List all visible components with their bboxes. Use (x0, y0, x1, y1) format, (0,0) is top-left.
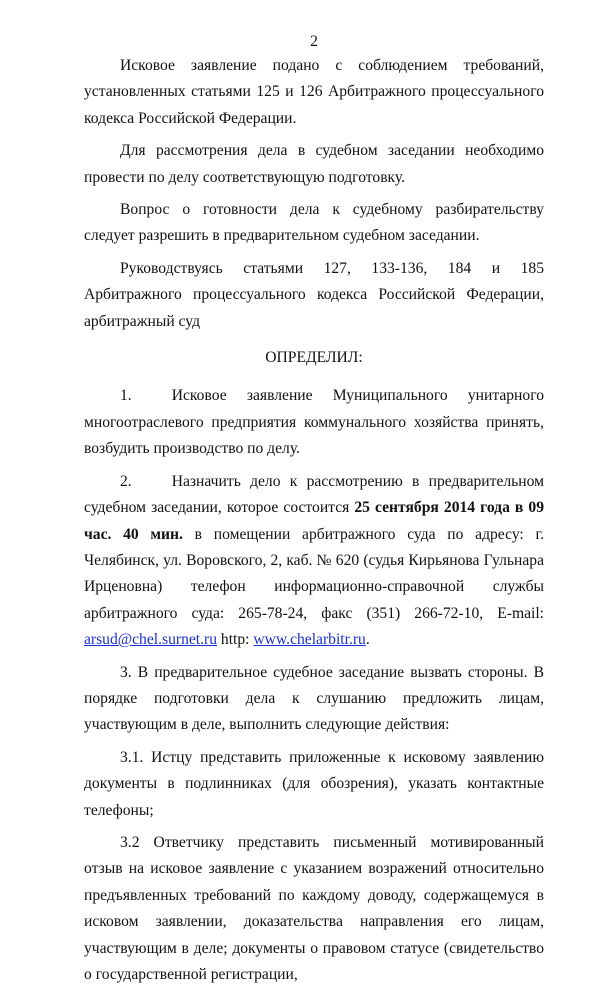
paragraph-legal-basis: Руководствуясь статьями 127, 133-136, 184 и 185 Арбитражного процессуального кодекса Российской Федерации, арбитражный суд (84, 259, 544, 330)
email-link[interactable]: arsud@chel.surnet.ru (84, 631, 218, 649)
ruling-item-3: 3. В предварительное судебное заседание вызвать стороны. В порядке подготовки дела к слушанию предложить лицам, участвующим в деле, выполнить следующие действия: (84, 663, 544, 734)
item-2-end: . (365, 631, 370, 649)
item-2-text-before: Назначить дело к рассмотрению в предварительном судебном заседании, которое состоится (84, 472, 544, 517)
ruling-item-2 (84, 469, 544, 654)
ruling-item-3-2: 3.2 Ответчику представить письменный мотивированный отзыв на исковое заявление с указанием возражений относительно предъявленных требований по каждому доводу, содержащемуся в исковом заявлении, доказательства направления его лицам, участвующим в деле; документы о правовом статусе (свидетельство о государственной регистрации, (84, 833, 544, 983)
document-page (84, 32, 544, 988)
item-1-number: 1. (120, 387, 132, 405)
item-1-text: Исковое заявление Муниципального унитарного многоотраслевого предприятия коммунального хозяйства принять, возбудить производство по делу. (84, 387, 544, 458)
ruling-item-3-1: 3.1. Истцу представить приложенные к исковому заявлению документы в подлинниках (для обозрения), указать контактные телефоны; (84, 748, 544, 819)
paragraph-filing-compliance: Исковое заявление подано с соблюдением требований, установленных статьями 125 и 126 Арбитражного процессуального кодекса Российской Федерации. (84, 57, 544, 127)
item-2-text-after: в помещении арбитражного суда по адресу: г. Челябинск, ул. Воровского, 2, каб. № 620 (судья Кирьянова Гульнара Ирценовна) телефон информационно-справочной службы арбитражного суда: 265-78-24, факс (351) 266-72-10, E-mail: (84, 525, 545, 622)
item-2-number: 2. (120, 472, 132, 490)
website-link[interactable]: www.chelarbitr.ru (253, 631, 366, 649)
page-number: 2 (310, 33, 318, 50)
http-label: http: (217, 631, 254, 649)
hearing-date: 25 сентября 2014 года в 09 час. 40 мин. (84, 499, 545, 543)
paragraph-readiness: Вопрос о готовности дела к судебному разбирательству следует разрешить в предварительном судебном заседании. (84, 201, 544, 245)
ruling-title: ОПРЕДЕЛИЛ: (265, 349, 363, 367)
ruling-item-1 (84, 383, 544, 462)
paragraph-preparation: Для рассмотрения дела в судебном заседании необходимо провести по делу соответствующую подготовку. (84, 142, 544, 186)
